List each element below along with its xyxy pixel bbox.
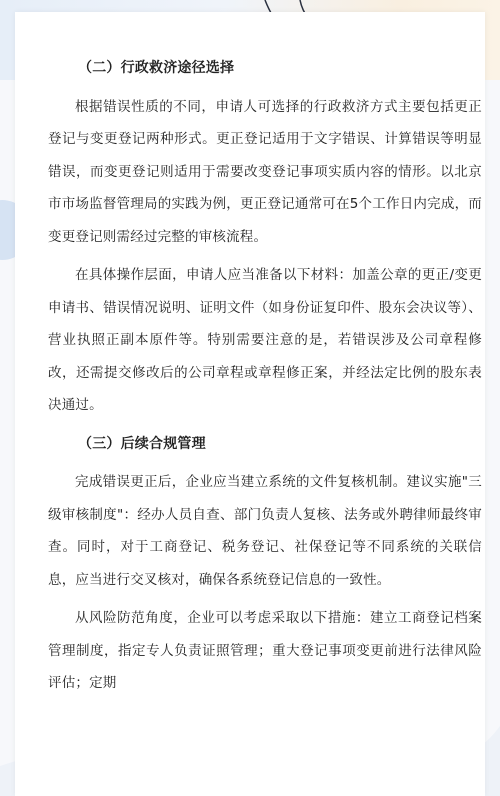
paragraph: 从风险防范角度，企业可以考虑采取以下措施：建立工商登记档案管理制度，指定专人负责证照管理；重大登记事项变更前进行法律风险评估；定期: [48, 610, 482, 691]
paragraph: 完成错误更正后，企业应当建立系统的文件复核机制。建议实施"三级审核制度"：经办人员自查、部门负责人复核、法务或外聘律师最终审查。同时，对于工商登记、税务登记、社保登记等不同系统的关联信息，应当进行交叉核对，确保各系统登记信息的一致性。: [48, 474, 482, 588]
section-heading-admin-remedy: （二）行政救济途径选择: [78, 60, 235, 76]
document-page: [15, 12, 485, 796]
paragraph: 根据错误性质的不同，申请人可选择的行政救济方式主要包括更正登记与变更登记两种形式。更正登记适用于文字错误、计算错误等明显错误，而变更登记则适用于需要改变登记事项实质内容的情形。以北京市市场监督管理局的实践为例，更正登记通常可在5个工作日内完成，而变更登记则需经过完整的审核流程。: [48, 98, 482, 245]
document-body: [48, 52, 482, 706]
section-heading-compliance: （三）后续合规管理: [78, 435, 206, 452]
paragraph: 在具体操作层面，申请人应当准备以下材料：加盖公章的更正/变更申请书、错误情况说明、证明文件（如身份证复印件、股东会决议等）、营业执照正副本原件等。特别需要注意的是，若错误涉及公司章程修改，还需提交修改后的公司章程或章程修正案，并经法定比例的股东表决通过。: [48, 267, 482, 413]
